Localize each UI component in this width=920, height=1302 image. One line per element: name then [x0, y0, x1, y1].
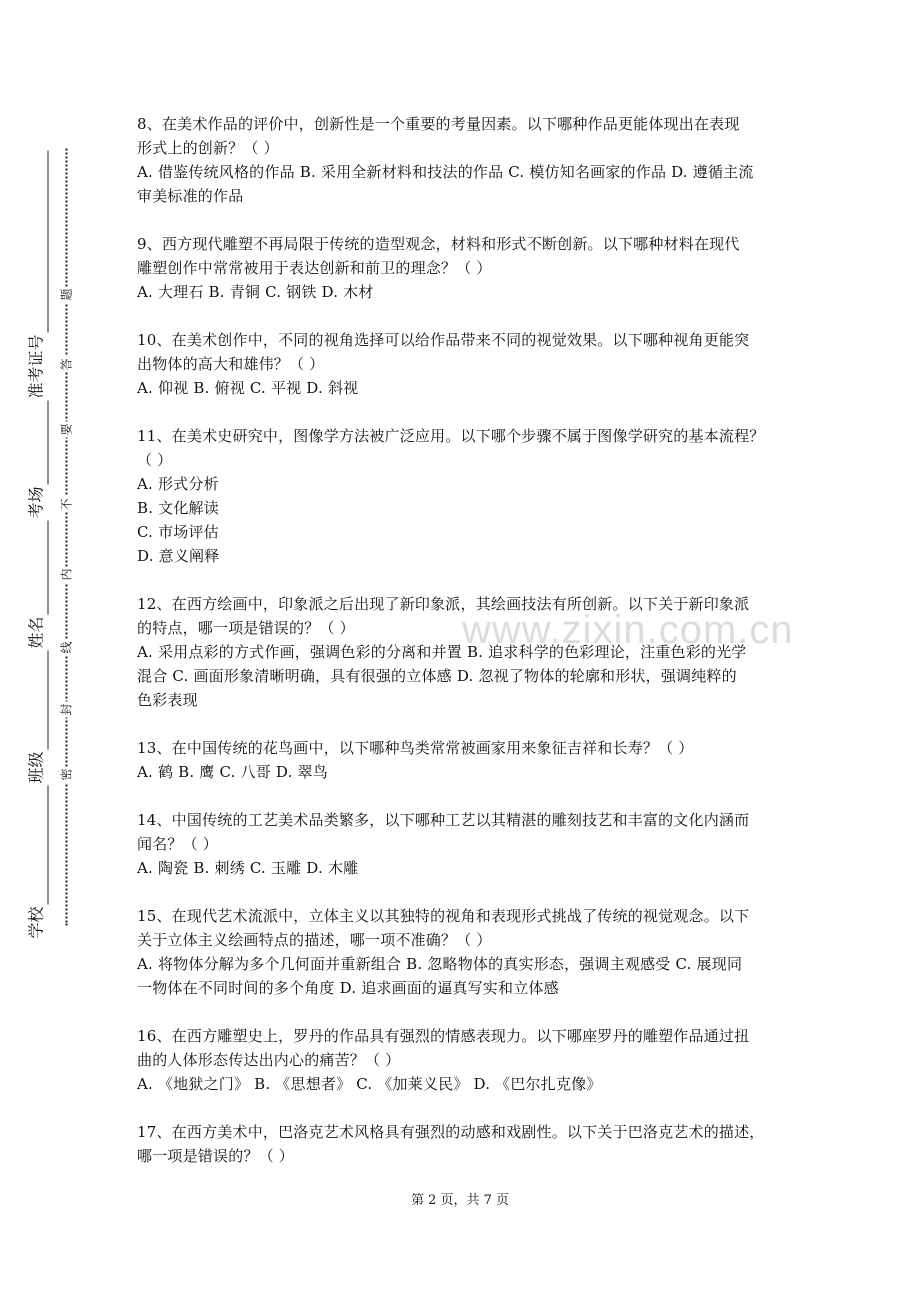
- page-footer: 第 2 页，共 7 页: [410, 1193, 510, 1208]
- question-14: [137, 808, 787, 880]
- question-line: （ ）: [137, 451, 173, 469]
- question-line: 15、在现代艺术流派中，立体主义以其独特的视角和表现形式挑战了传统的视觉观念。以下: [137, 907, 750, 925]
- student-info-margin: [18, 151, 49, 941]
- question-line: 混合 C. 画面形象清晰明确，具有很强的立体感 D. 忽视了物体的轮廓和形状，强调纯粹的: [137, 667, 737, 685]
- question-12: [137, 592, 787, 712]
- seal-line: [57, 149, 77, 926]
- seal-char: 封: [57, 701, 77, 717]
- question-line: A. 仰视 B. 俯视 C. 平视 D. 斜视: [137, 379, 359, 397]
- question-line: B. 文化解读: [137, 499, 219, 517]
- question-line: A. 借鉴传统风格的作品 B. 采用全新材料和技法的作品 C. 模仿知名画家的作品 D. 遵循主流: [137, 163, 754, 181]
- question-line: C. 市场评估: [137, 523, 219, 541]
- question-line: A. 采用点彩的方式作画，强调色彩的分离和并置 B. 追求科学的色彩理论，注重色彩的光学: [137, 643, 747, 661]
- question-line: 13、在中国传统的花鸟画中，以下哪种鸟类常常被画家用来象征吉祥和长寿？（ ）: [137, 739, 694, 757]
- question-line: 16、在西方雕塑史上，罗丹的作品具有强烈的情感表现力。以下哪座罗丹的雕塑作品通过扭: [137, 1027, 750, 1045]
- question-line: 9、西方现代雕塑不再局限于传统的造型观念，材料和形式不断创新。以下哪种材料在现代: [137, 235, 740, 253]
- question-line: 哪一项是错误的？（ ）: [137, 1147, 294, 1165]
- question-line: A. 《地狱之门》 B. 《思想者》 C. 《加莱义民》 D. 《巴尔扎克像》: [137, 1075, 602, 1093]
- seal-char: 题: [57, 286, 77, 302]
- question-11: [137, 424, 787, 568]
- question-17: [137, 1120, 787, 1168]
- question-line: 色彩表现: [137, 691, 198, 709]
- label-admission-number: 准考证号: [24, 332, 50, 400]
- watermark: www.zixin.com.cn: [462, 608, 794, 652]
- question-line: A. 大理石 B. 青铜 C. 钢铁 D. 木材: [137, 283, 374, 301]
- question-line: 17、在西方美术中，巴洛克艺术风格具有强烈的动感和戏剧性。以下关于巴洛克艺术的描述，: [137, 1123, 765, 1141]
- seal-char: 不: [57, 496, 77, 512]
- question-line: D. 意义阐释: [137, 547, 220, 565]
- question-line: 10、在美术创作中，不同的视角选择可以给作品带来不同的视觉效果。以下哪种视角更能突: [137, 331, 750, 349]
- question-line: A. 将物体分解为多个几何面并重新组合 B. 忽略物体的真实形态，强调主观感受 C. 展现同: [137, 955, 743, 973]
- seal-char: 内: [57, 566, 77, 582]
- seal-char: 答: [57, 356, 77, 372]
- label-name: 姓名: [24, 614, 50, 650]
- question-list: [137, 112, 787, 1192]
- seal-char: 线: [57, 639, 77, 655]
- question-line: A. 形式分析: [137, 475, 219, 493]
- question-line: 关于立体主义绘画特点的描述，哪一项不准确？（ ）: [137, 931, 492, 949]
- question-8: [137, 112, 787, 208]
- question-line: 12、在西方绘画中，印象派之后出现了新印象派，其绘画技法有所创新。以下关于新印象派: [137, 595, 750, 613]
- question-line: 一物体在不同时间的多个角度 D. 追求画面的逼真写实和立体感: [137, 979, 559, 997]
- label-school: 学校: [24, 904, 50, 940]
- question-line: 14、中国传统的工艺美术品类繁多，以下哪种工艺以其精湛的雕刻技艺和丰富的文化内涵而: [137, 811, 750, 829]
- question-line: 的特点，哪一项是错误的？（ ）: [137, 619, 355, 637]
- question-15: [137, 904, 787, 1000]
- question-13: [137, 736, 787, 784]
- question-line: 8、在美术作品的评价中，创新性是一个重要的考量因素。以下哪种作品更能体现出在表现: [137, 115, 740, 133]
- question-line: A. 陶瓷 B. 刺绣 C. 玉雕 D. 木雕: [137, 859, 359, 877]
- question-line: 雕塑创作中常常被用于表达创新和前卫的理念？（ ）: [137, 259, 492, 277]
- seal-char: 要: [57, 421, 77, 437]
- question-line: A. 鹤 B. 鹰 C. 八哥 D. 翠鸟: [137, 763, 328, 781]
- question-line: 形式上的创新？（ ）: [137, 139, 279, 157]
- label-exam-room: 考场: [24, 484, 50, 520]
- question-10: [137, 328, 787, 400]
- question-line: 出物体的高大和雄伟？（ ）: [137, 355, 325, 373]
- seal-char: 密: [57, 766, 77, 782]
- question-9: [137, 232, 787, 304]
- question-line: 11、在美术史研究中，图像学方法被广泛应用。以下哪个步骤不属于图像学研究的基本流程？: [137, 427, 765, 445]
- question-16: [137, 1024, 787, 1096]
- label-class: 班级: [24, 749, 50, 785]
- question-line: 审美标准的作品: [137, 187, 244, 205]
- question-line: 曲的人体形态传达出内心的痛苦？（ ）: [137, 1051, 401, 1069]
- question-line: 闻名？（ ）: [137, 835, 218, 853]
